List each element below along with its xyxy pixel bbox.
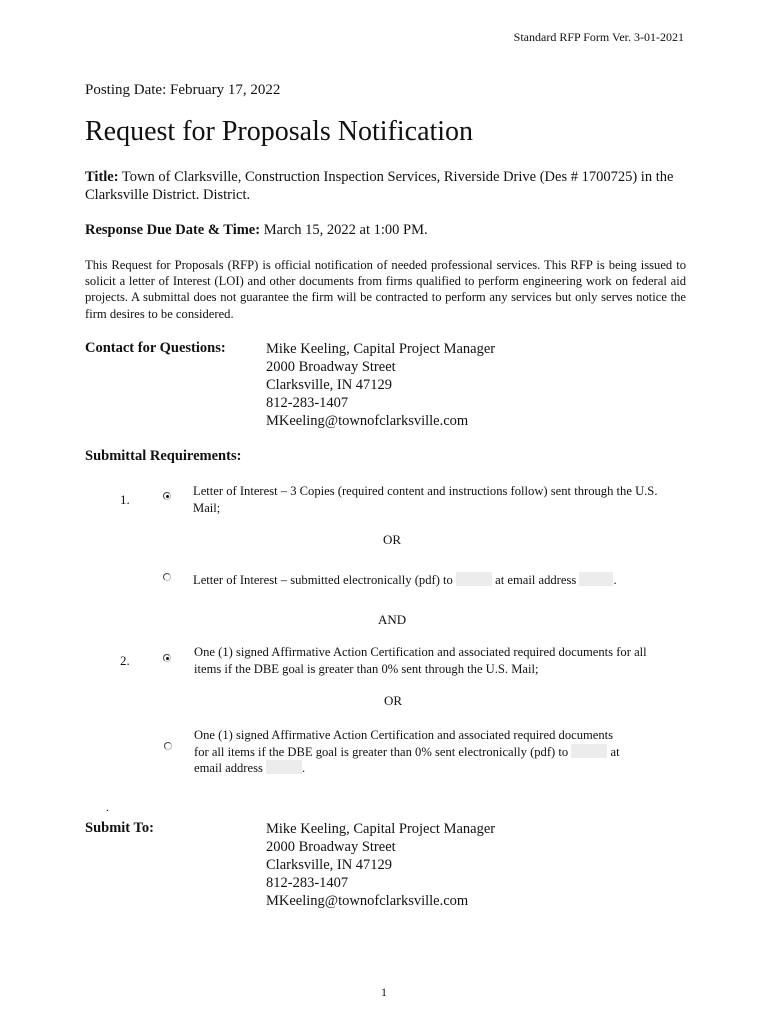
item-2-electronic-radio[interactable] <box>164 742 172 750</box>
contact-label: Contact for Questions: <box>85 340 226 356</box>
item-2-mail-radio[interactable] <box>163 654 171 662</box>
item-1-mail-option: Letter of Interest – 3 Copies (required content and instructions follow) sent through the U.S. Mail; <box>193 484 658 515</box>
page-number: 1 <box>381 985 387 999</box>
submit-to-phone: 812-283-1407 <box>266 875 349 891</box>
title-label: Title: <box>85 169 119 185</box>
item-2-electronic-line2 <box>194 744 620 761</box>
posting-date: Posting Date: February 17, 2022 <box>85 82 281 98</box>
item-1-electronic-mid: at email address <box>495 573 577 587</box>
submit-to-name: Mike Keeling, Capital Project Manager <box>266 821 496 837</box>
response-due <box>85 222 428 239</box>
contact-street: 2000 Broadway Street <box>266 359 396 375</box>
item-2-or: OR <box>384 693 403 708</box>
and-separator: AND <box>378 612 407 627</box>
contact-city: Clarksville, IN 47129 <box>266 377 393 393</box>
rfp-title <box>85 168 687 204</box>
contact-email: MKeeling@townofclarksville.com <box>266 413 469 429</box>
form-version: Standard RFP Form Ver. 3-01-2021 <box>513 30 684 44</box>
submit-to-email: MKeeling@townofclarksville.com <box>266 893 469 909</box>
item-2-electronic-line3-prefix: email address <box>194 761 263 775</box>
contact-phone: 812-283-1407 <box>266 395 349 411</box>
item-1-electronic-radio[interactable] <box>163 573 171 581</box>
due-label: Response Due Date & Time: <box>85 222 261 238</box>
item-1-email-field[interactable] <box>579 572 613 586</box>
item-1-electronic-prefix: Letter of Interest – submitted electronically (pdf) to <box>193 573 453 587</box>
page-title: Request for Proposals Notification <box>85 116 474 147</box>
item-1-or: OR <box>383 532 402 547</box>
item-2-electronic-line2-end: at <box>610 744 620 759</box>
submit-to-address <box>266 820 495 910</box>
contact-name: Mike Keeling, Capital Project Manager <box>266 341 496 357</box>
submit-to-city: Clarksville, IN 47129 <box>266 857 393 873</box>
item-2-pdf-to-field[interactable] <box>571 744 607 758</box>
item-1-electronic-option <box>193 572 617 589</box>
submittal-requirements-label: Submittal Requirements: <box>85 448 242 464</box>
submit-to-street: 2000 Broadway Street <box>266 839 396 855</box>
stray-period: . <box>106 802 109 814</box>
intro-paragraph: This Request for Proposals (RFP) is official notification of needed professional services. This RFP is being issued to solicit a letter of Interest (LOI) and other documents from firms qualified to perform engineering work on federal aid projects. A submittal does not guarantee the firm will be contracted to perform any services but only serves notice the firm desires to be considered. <box>85 258 686 321</box>
contact-address <box>266 340 495 430</box>
item-2-electronic-option <box>194 727 620 777</box>
item-1-electronic-end: . <box>613 573 617 587</box>
submit-to-label: Submit To: <box>85 820 154 836</box>
item-2-electronic-line3-end: . <box>302 761 306 775</box>
item-1-pdf-to-field[interactable] <box>456 572 492 586</box>
item-1-mail-radio[interactable] <box>163 492 171 500</box>
title-text: Town of Clarksville, Construction Inspection Services, Riverside Drive (Des # 1700725) in the Clarksville District. District. <box>85 169 674 203</box>
item-2-email-field[interactable] <box>266 760 302 774</box>
item-2-mail-option: One (1) signed Affirmative Action Certification and associated required documents for all items if the DBE goal is greater than 0% sent through the U.S. Mail; <box>194 645 647 676</box>
due-text: March 15, 2022 at 1:00 PM. <box>260 222 428 238</box>
item-2-electronic-line1: One (1) signed Affirmative Action Certification and associated required documents <box>194 728 614 742</box>
item-2-electronic-line2-prefix: for all items if the DBE goal is greater than 0% sent electronically (pdf) to <box>194 744 569 759</box>
item-2-electronic-line3 <box>194 760 620 777</box>
item-2-number: 2. <box>120 653 130 668</box>
item-1-number: 1. <box>120 492 130 507</box>
